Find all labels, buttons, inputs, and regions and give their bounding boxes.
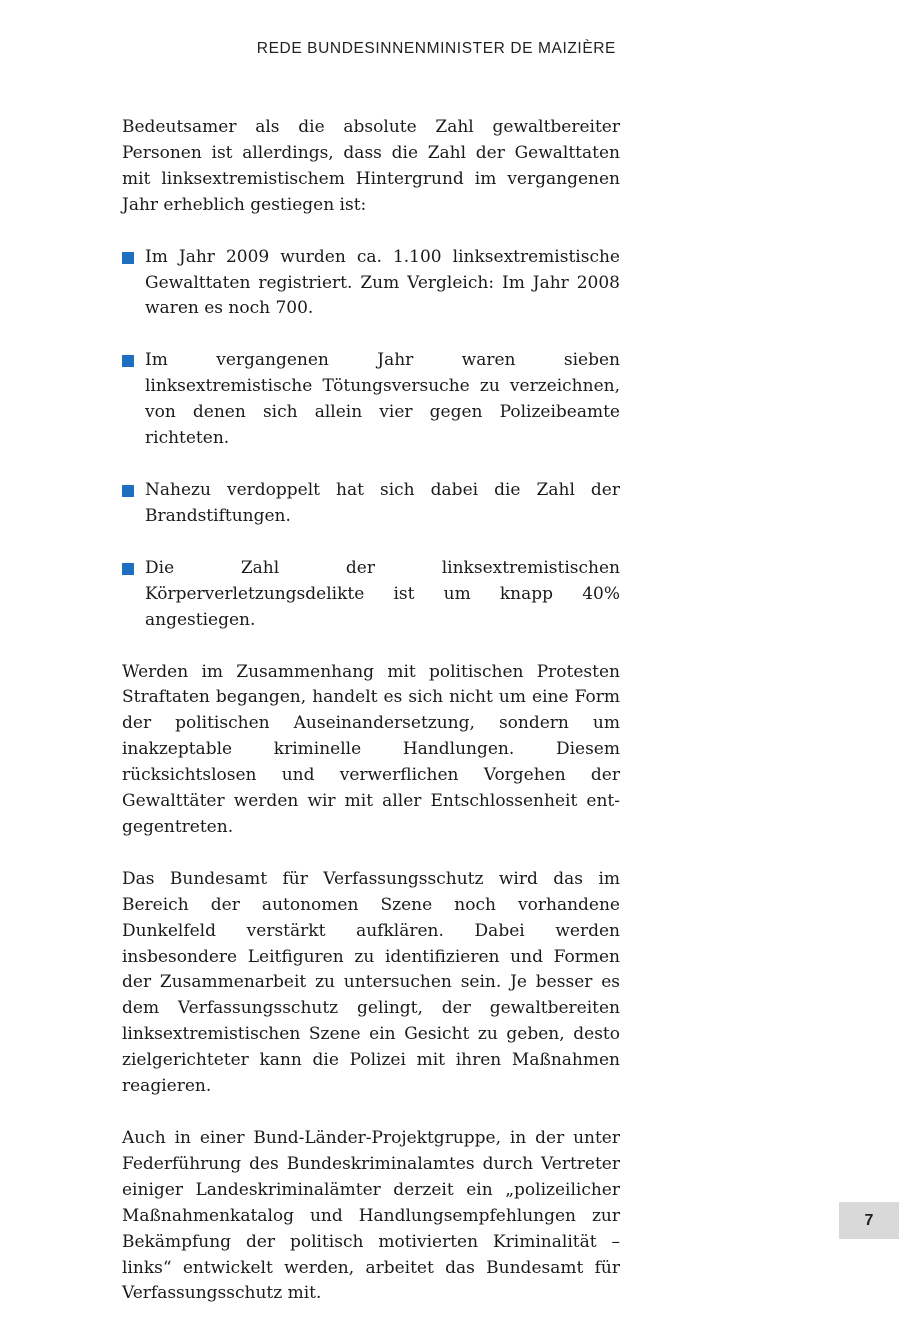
running-header: REDE BUNDESINNENMINISTER DE MAIZIÈRE <box>256 40 616 57</box>
body-paragraph: Werden im Zusammenhang mit politischen Protesten Straftaten begangen, handelt es sich nicht um eine Form der politischen Auseinandersetzung, sondern um inakzeptable kriminelle Handlungen. Diesem rücksichtslosen und verwerflichen Vorgehen der Gewalttäter werden wir mit aller Entschlossenheit entgegentreten. <box>122 661 620 837</box>
document-body <box>122 115 620 1333</box>
page-number: 7 <box>839 1202 899 1239</box>
square-bullet-icon <box>122 355 134 367</box>
intro-paragraph: Bedeutsamer als die absolute Zahl gewaltbereiter Personen ist allerdings, dass die Zahl der Gewalttaten mit linksextremistischem Hintergrund im vergangenen Jahr erheblich gestiegen ist: <box>122 117 620 215</box>
list-item <box>122 478 620 530</box>
list-item <box>122 348 620 452</box>
list-item <box>122 556 620 634</box>
list-item-text: Nahezu verdoppelt hat sich dabei die Zahl der Brandstiftungen. <box>145 479 620 526</box>
list-item <box>122 245 620 323</box>
square-bullet-icon <box>122 485 134 497</box>
body-paragraph: Auch in einer Bund-Länder-Projektgruppe, in der unter Federführung des Bundeskriminalamtes durch Vertreter einiger Landeskriminalämter derzeit ein „polizeilicher Maßnahmenkatalog und Handlungsempfehlungen zur Bekämpfung der politisch motivierten Kriminalität – links“ entwickelt werden, arbeitet das Bundesamt für Verfassungsschutz mit. <box>122 1128 620 1304</box>
list-item-text: Im vergangenen Jahr waren sieben linksextremistische Tötungsversuche zu verzeichnen, von denen sich allein vier gegen Polizeibeamte richteten. <box>145 350 620 449</box>
list-item-text: Die Zahl der linksextremistischen Körperverletzungsdelikte ist um knapp 40% angestiegen. <box>145 557 620 630</box>
bullet-list <box>122 245 620 634</box>
square-bullet-icon <box>122 563 134 575</box>
body-paragraph: Das Bundesamt für Verfassungsschutz wird das im Bereich der autonomen Szene noch vorhandene Dunkelfeld verstärkt aufklären. Dabei werden insbesondere Leitfiguren zu identifizieren und Formen der Zusammenarbeit zu untersuchen sein. Je besser es dem Verfassungsschutz gelingt, der gewaltbereiten linksextremistischen Szene ein Gesicht zu geben, desto zielgerichteter kann die Polizei mit ihren Maßnahmen reagieren. <box>122 868 620 1097</box>
square-bullet-icon <box>122 252 134 264</box>
list-item-text: Im Jahr 2009 wurden ca. 1.100 linksextremistische Gewalttaten registriert. Zum Vergleich: Im Jahr 2008 waren es noch 700. <box>145 246 620 319</box>
